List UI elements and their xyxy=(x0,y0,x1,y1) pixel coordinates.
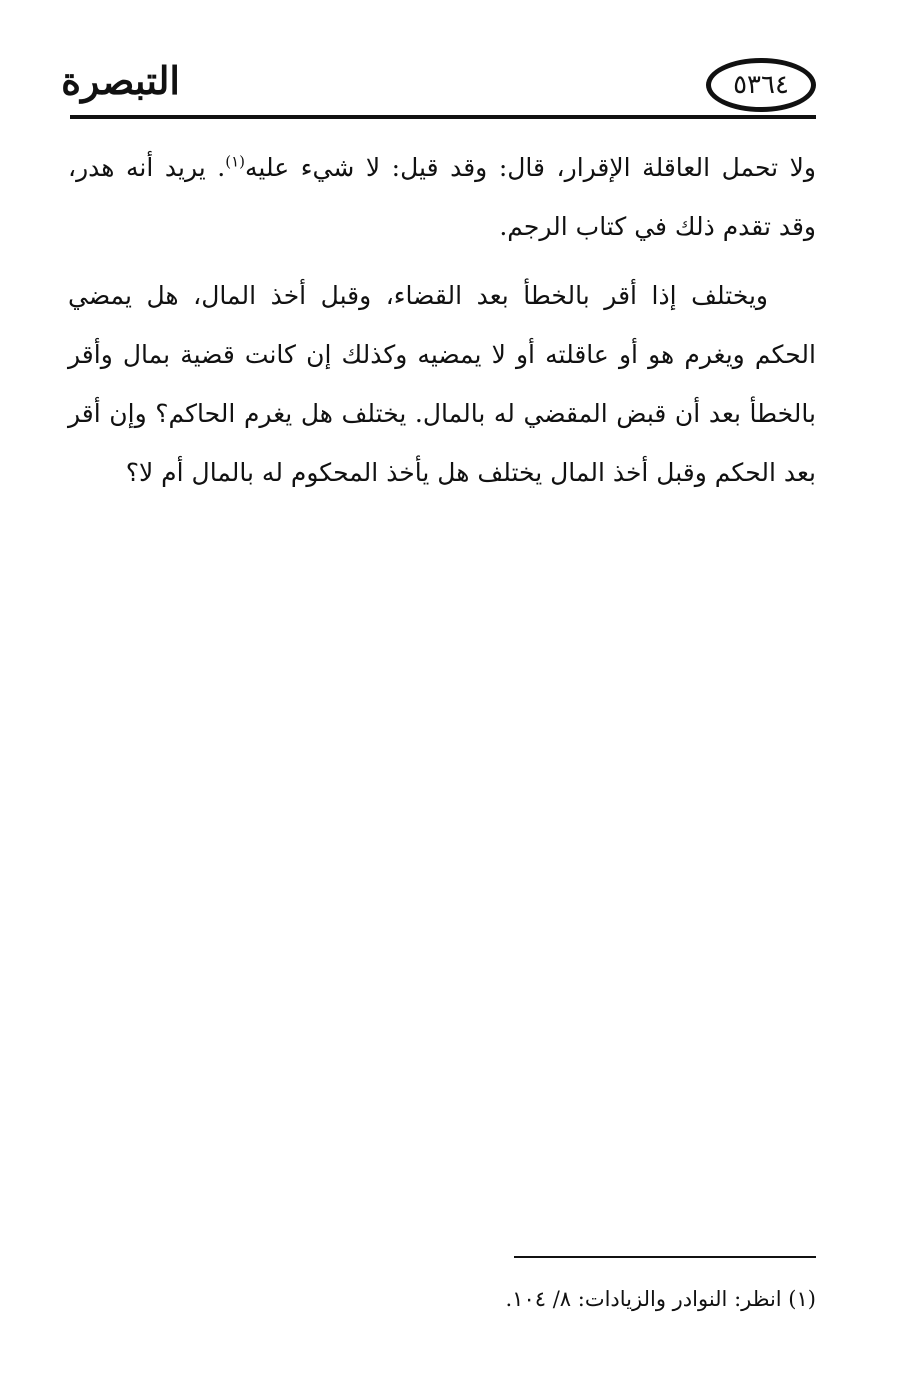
footnote-separator xyxy=(514,1256,816,1258)
running-head-title: التبصرة xyxy=(61,58,180,103)
page-number-badge xyxy=(706,58,816,112)
paragraph xyxy=(68,138,816,256)
paragraph: ويختلف إذا أقر بالخطأ بعد القضاء، وقبل أخذ المال، هل يمضي الحكم ويغرم هو أو عاقلته أو لا يمضيه وكذلك إن كانت قضية بمال وأقر بالخطأ بعد أن قبض المقضي له بالمال. يختلف هل يغرم الحاكم؟ وإن أقر بعد الحكم وقبل أخذ المال يختلف هل يأخذ المحكوم له بالمال أم لا؟ xyxy=(68,281,816,487)
paragraph-text: . يريد أنه هدر، وقد تقدم ذلك في كتاب الرجم. xyxy=(68,153,816,241)
footnote-reference: (١) xyxy=(225,152,246,171)
header-rule xyxy=(70,115,816,119)
paragraph-text: ولا تحمل العاقلة الإقرار، قال: وقد قيل: لا شيء عليه xyxy=(245,153,816,182)
page-number: ٥٣٦٤ xyxy=(733,70,789,100)
main-text xyxy=(68,138,816,502)
footnote: (١) انظر: النوادر والزيادات: ٨/ ١٠٤. xyxy=(505,1287,816,1311)
